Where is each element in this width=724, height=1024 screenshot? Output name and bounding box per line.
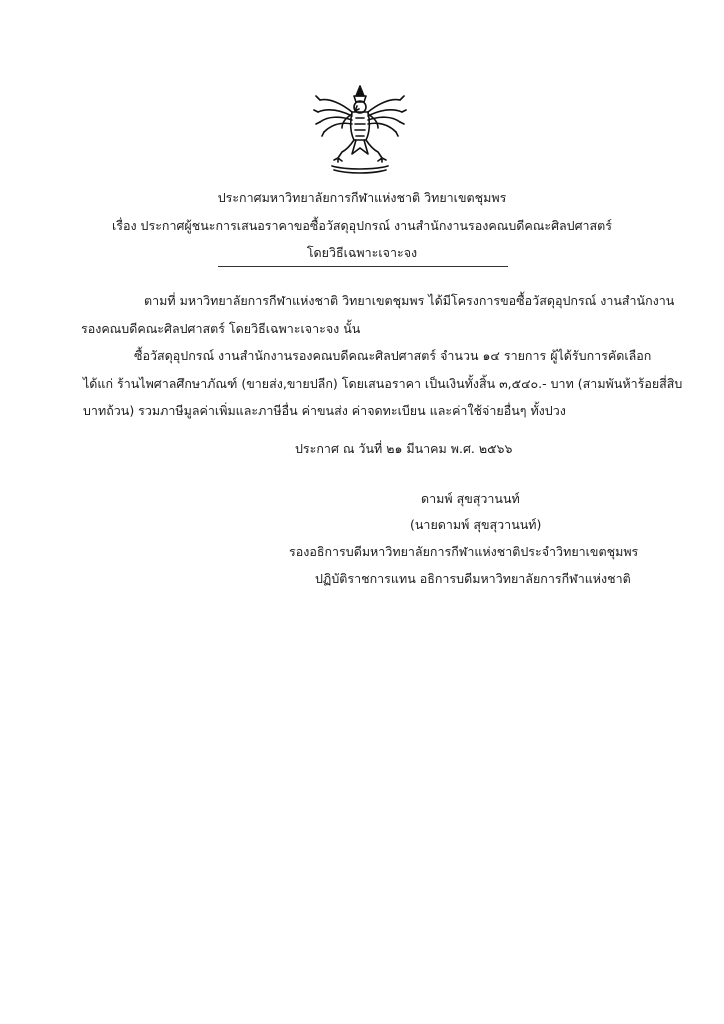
document-subject: เรื่อง ประกาศผู้ชนะการเสนอราคาขอซื้อวัสดุอุปกรณ์ งานสำนักงานรองคณบดีคณะศิลปศาสตร์ [111, 218, 613, 233]
procurement-method: โดยวิธีเฉพาะเจาะจง [306, 245, 418, 260]
separator-line [218, 266, 508, 267]
signatory-position-line-2: ปฏิบัติราชการแทน อธิการบดีมหาวิทยาลัยการกีฬาแห่งชาติ [315, 571, 631, 586]
signatory-printed-name: (นายดามพ์ สุขสุวานนท์) [410, 517, 542, 532]
paragraph-1-line-1: ตามที่ มหาวิทยาลัยการกีฬาแห่งชาติ วิทยาเขตชุมพร ได้มีโครงการขอซื้อวัสดุอุปกรณ์ งานสำนักงาน [144, 293, 675, 308]
signature-name: ดามพ์ สุขสุวานนท์ [421, 491, 520, 506]
announcement-date: ประกาศ ณ วันที่ ๒๑ มีนาคม พ.ศ. ๒๕๖๖ [295, 441, 513, 456]
paragraph-2-line-2: ได้แก่ ร้านไพศาลศึกษาภัณฑ์ (ขายส่ง,ขายปลีก) โดยเสนอราคา เป็นเงินทั้งสิ้น ๓,๕๔๐.- บาท (สามพันห้าร้อยสี่สิบ [83, 376, 683, 391]
document-title: ประกาศมหาวิทยาลัยการกีฬาแห่งชาติ วิทยาเขตชุมพร [217, 190, 507, 205]
paragraph-2-line-1: ซื้อวัสดุอุปกรณ์ งานสำนักงานรองคณบดีคณะศิลปศาสตร์ จำนวน ๑๔ รายการ ผู้ได้รับการคัดเลือก [134, 348, 652, 363]
garuda-emblem-icon [312, 82, 408, 178]
paragraph-2-line-3: บาทถ้วน) รวมภาษีมูลค่าเพิ่มและภาษีอื่น ค่าขนส่ง ค่าจดทะเบียน และค่าใช้จ่ายอื่นๆ ทั้งปวง [83, 403, 566, 418]
paragraph-1-line-2: รองคณบดีคณะศิลปศาสตร์ โดยวิธีเฉพาะเจาะจง นั้น [81, 321, 361, 336]
signatory-position-line-1: รองอธิการบดีมหาวิทยาลัยการกีฬาแห่งชาติประจำวิทยาเขตชุมพร [289, 544, 639, 559]
